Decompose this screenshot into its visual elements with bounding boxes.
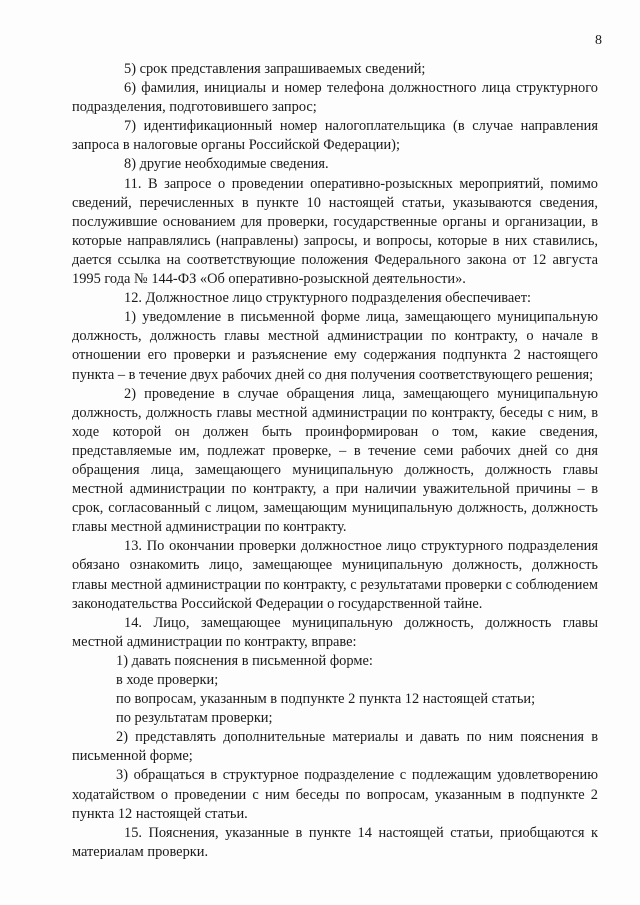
page-number: 8 [595,33,602,48]
paragraph-clause-12-item-2: 2) проведение в случае обращения лица, замещающего муниципальную должность, должность главы местной администрации по контракту, беседы с ним, в ходе которой он должен быть проинформирован о том, какие сведения, представляемые им, подлежат проверке, – в течение семи рабочих дней со дня обращения лица, замещающего муниципальную должность, должность главы местной администрации по контракту, а при наличии уважительной причины – в срок, согласованный с лицом, замещающим муниципальную должность, должность главы местной администрации по контракту. [72,385,598,536]
paragraph-item-8: 8) другие необходимые сведения. [124,156,329,173]
paragraph-item-6: 6) фамилия, инициалы и номер телефона должностного лица структурного подразделения, подготовившего запрос; [72,80,598,116]
paragraph-clause-14-bullet-1: в ходе проверки; [116,672,219,688]
paragraph-clause-14-item-3: 3) обращаться в структурное подразделение с подлежащим удовлетворению ходатайством о проведении с ним беседы по вопросам, указанным в подпункте 2 пункта 12 настоящей статьи. [72,767,598,822]
paragraph-clause-14-bullet-3: по результатам проверки; [116,710,273,727]
paragraph-item-7: 7) идентификационный номер налогоплательщика (в случае направления запроса в налоговые органы Российской Федерации); [72,118,598,154]
paragraph-item-5: 5) срок представления запрашиваемых сведений; [124,61,426,77]
paragraph-clause-15: 15. Пояснения, указанные в пункте 14 настоящей статьи, приобщаются к материалам проверки. [72,824,598,860]
paragraph-clause-11: 11. В запросе о проведении оперативно-розыскных мероприятий, помимо сведений, перечисленных в пункте 10 настоящей статьи, указываются сведения, послужившие основанием для проверки, государственные органы и организации, в которые направлялись (направлены) запросы, и вопросы, которые в них ставились, дается ссылка на соответствующие положения Федерального закона от 12 августа 1995 года № 144-ФЗ «Об оперативно-розыскной деятельности». [72,175,598,288]
paragraph-clause-14: 14. Лицо, замещающее муниципальную должность, должность главы местной администрации по контракту, вправе: [72,614,598,650]
paragraph-clause-13: 13. По окончании проверки должностное лицо структурного подразделения обязано ознакомить лицо, замещающее муниципальную должность, должность главы местной администрации по контракту, с результатами проверки с соблюдением законодательства Российской Федерации о государственной тайне. [72,538,598,612]
paragraph-clause-14-item-2: 2) представлять дополнительные материалы и давать по ним пояснения в письменной форме; [72,729,598,765]
paragraph-clause-12-item-1: 1) уведомление в письменной форме лица, замещающего муниципальную должность, должность главы местной администрации по контракту, о начале в отношении его проверки и разъяснение ему содержания подпункта 2 настоящего пункта – в течение двух рабочих дней со дня получения соответствующего решения; [72,309,598,383]
paragraph-clause-14-item-1: 1) давать пояснения в письменной форме: [116,652,373,669]
paragraph-clause-14-bullet-2: по вопросам, указанным в подпункте 2 пункта 12 настоящей статьи; [116,691,536,708]
paragraph-clause-12: 12. Должностное лицо структурного подразделения обеспечивает: [124,290,531,307]
document-body [72,60,598,862]
